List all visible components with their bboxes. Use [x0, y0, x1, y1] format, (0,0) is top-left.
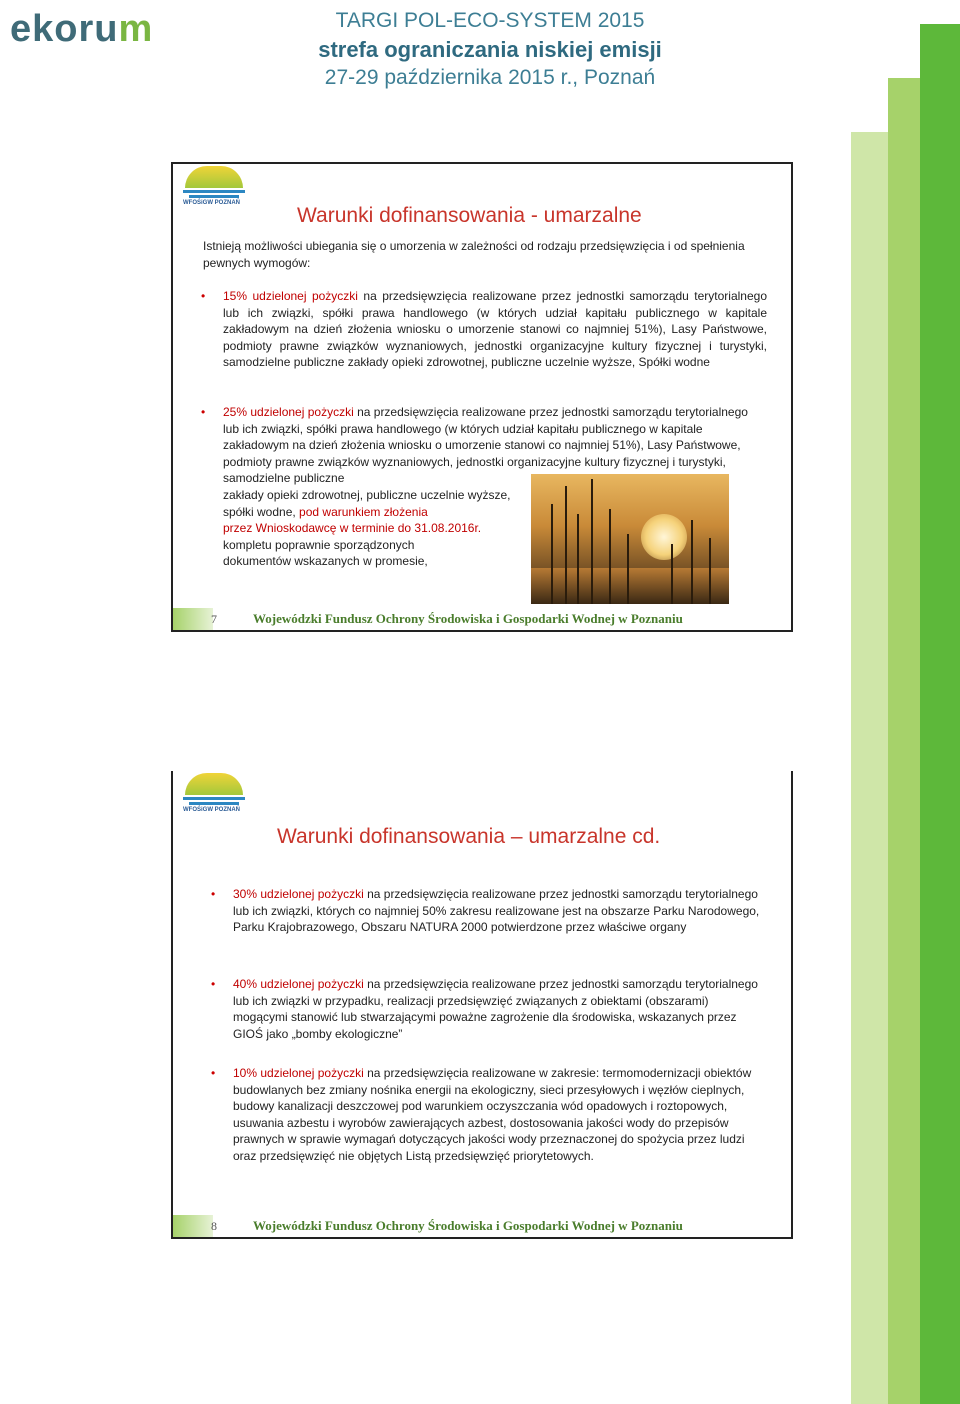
- wfosigw-logo: WFOŚiGW POZNAŃ: [183, 773, 245, 813]
- reeds-sunset-photo: [531, 474, 729, 604]
- list-item: • 15% udzielonej pożyczki na przedsięwzięcia realizowane przez jednostki samorządu terytorialnego lub ich związki, spółki prawa handlowego (w których udział kapitału publicznego w kapitale zakładowym na dzień złożenia wniosku o umorzenie stanowi co najmniej 51%), Lasy Państwowe, podmioty prawne związków wyznaniowych, jednostki organizacyjne kultury fizycznej i turystyki, samodzielne publiczne zakłady opieki zdrowotnej, publiczne uczelnie wyższe, Spółki wodne: [201, 289, 767, 369]
- slide-title: Warunki dofinansowania - umarzalne: [297, 204, 642, 227]
- page-number: 7: [211, 612, 217, 626]
- decor-green-stripe-dark: [920, 24, 960, 1404]
- intro-text: Istnieją możliwości ubiegania się o umorzenia w zależności od rodzaju przedsięwzięcia i od spełnienia pewnych wymogów:: [203, 239, 745, 270]
- event-title: TARGI POL-ECO-SYSTEM 2015: [335, 9, 645, 32]
- list-item: • 30% udzielonej pożyczki na przedsięwzięcia realizowane przez jednostki samorządu terytorialnego lub ich związki, których co najmniej 50% zakresu realizowane jest na obszarze Parku Narodowego, Parku Krajobrazowego, Obszaru NATURA 2000 potwierdzone przez właściwe organy: [211, 887, 760, 934]
- slide-7: [171, 162, 793, 632]
- list-item: • 10% udzielonej pożyczki na przedsięwzięcia realizowane w zakresie: termomodernizacji obiektów budowlanych bez zmiany nośnika energii na ekologiczny, sieci przesyłowych i węzłów cieplnych, budowy kanalizacji deszczowej pod warunkiem oczyszczania wód opadowych i roztopowych, usuwania azbestu i wyrobów zawierających azbest, dostosowania jakości wody do przepisów prawnych w sprawie wymagań dotyczących jakości wody przeznaczonej do spożycia przez ludzi oraz przedsięwzięć nie objętych Listą przedsięwzięć priorytetowych.: [211, 1066, 752, 1163]
- slide-8: [171, 771, 793, 1239]
- bullet-icon: •: [201, 405, 206, 419]
- footer-text: Wojewódzki Fundusz Ochrony Środowiska i Gospodarki Wodnej w Poznaniu: [253, 611, 683, 626]
- slide-title: Warunki dofinansowania – umarzalne cd.: [277, 825, 661, 848]
- bullet-icon: •: [201, 289, 206, 303]
- event-subtitle: strefa ograniczania niskiej emisji: [318, 37, 662, 62]
- slide-footer: [173, 608, 791, 630]
- bullet-icon: •: [211, 977, 216, 991]
- list-item: • 25% udzielonej pożyczki na przedsięwzięcia realizowane przez jednostki samorządu terytorialnego lub ich związki, spółki prawa handlowego (w których udział kapitału publicznego w kapitale zakładowym na dzień złożenia wniosku o umorzenie stanowi co najmniej 51%), Lasy Państwowe, podmioty prawne związków wyznaniowych, jednostki organizacyjne kultury fizycznej i turystyki, samodzielne publiczne: [201, 405, 748, 485]
- bullet-icon: •: [211, 887, 216, 901]
- page-number: 8: [211, 1219, 217, 1233]
- wfosigw-logo: WFOŚiGW POZNAŃ: [183, 166, 245, 206]
- ekorum-logo: ekorum: [10, 8, 154, 50]
- footer-text: Wojewódzki Fundusz Ochrony Środowiska i Gospodarki Wodnej w Poznaniu: [253, 1218, 683, 1233]
- slide-footer: [173, 1215, 791, 1237]
- list-item-continuation: zakłady opieki zdrowotnej, publiczne uczelnie wyższe, spółki wodne, pod warunkiem złożenia przez Wnioskodawcę w terminie do 31.08.2016r. kompletu poprawnie sporządzonych dokumentów wskazanych w promesie,: [223, 488, 511, 568]
- event-dates: 27-29 października 2015 r., Poznań: [324, 66, 656, 89]
- bullet-icon: •: [211, 1066, 216, 1080]
- list-item: • 40% udzielonej pożyczki na przedsięwzięcia realizowane przez jednostki samorządu terytorialnego lub ich związki w przypadku, realizacji przedsięwzięć związanych z obiektami (obszarami) mogącymi stanowić lub stwarzającymi poważne zagrożenie dla środowiska, wskazanych przez GIOŚ jako „bomby ekologiczne”: [211, 977, 758, 1041]
